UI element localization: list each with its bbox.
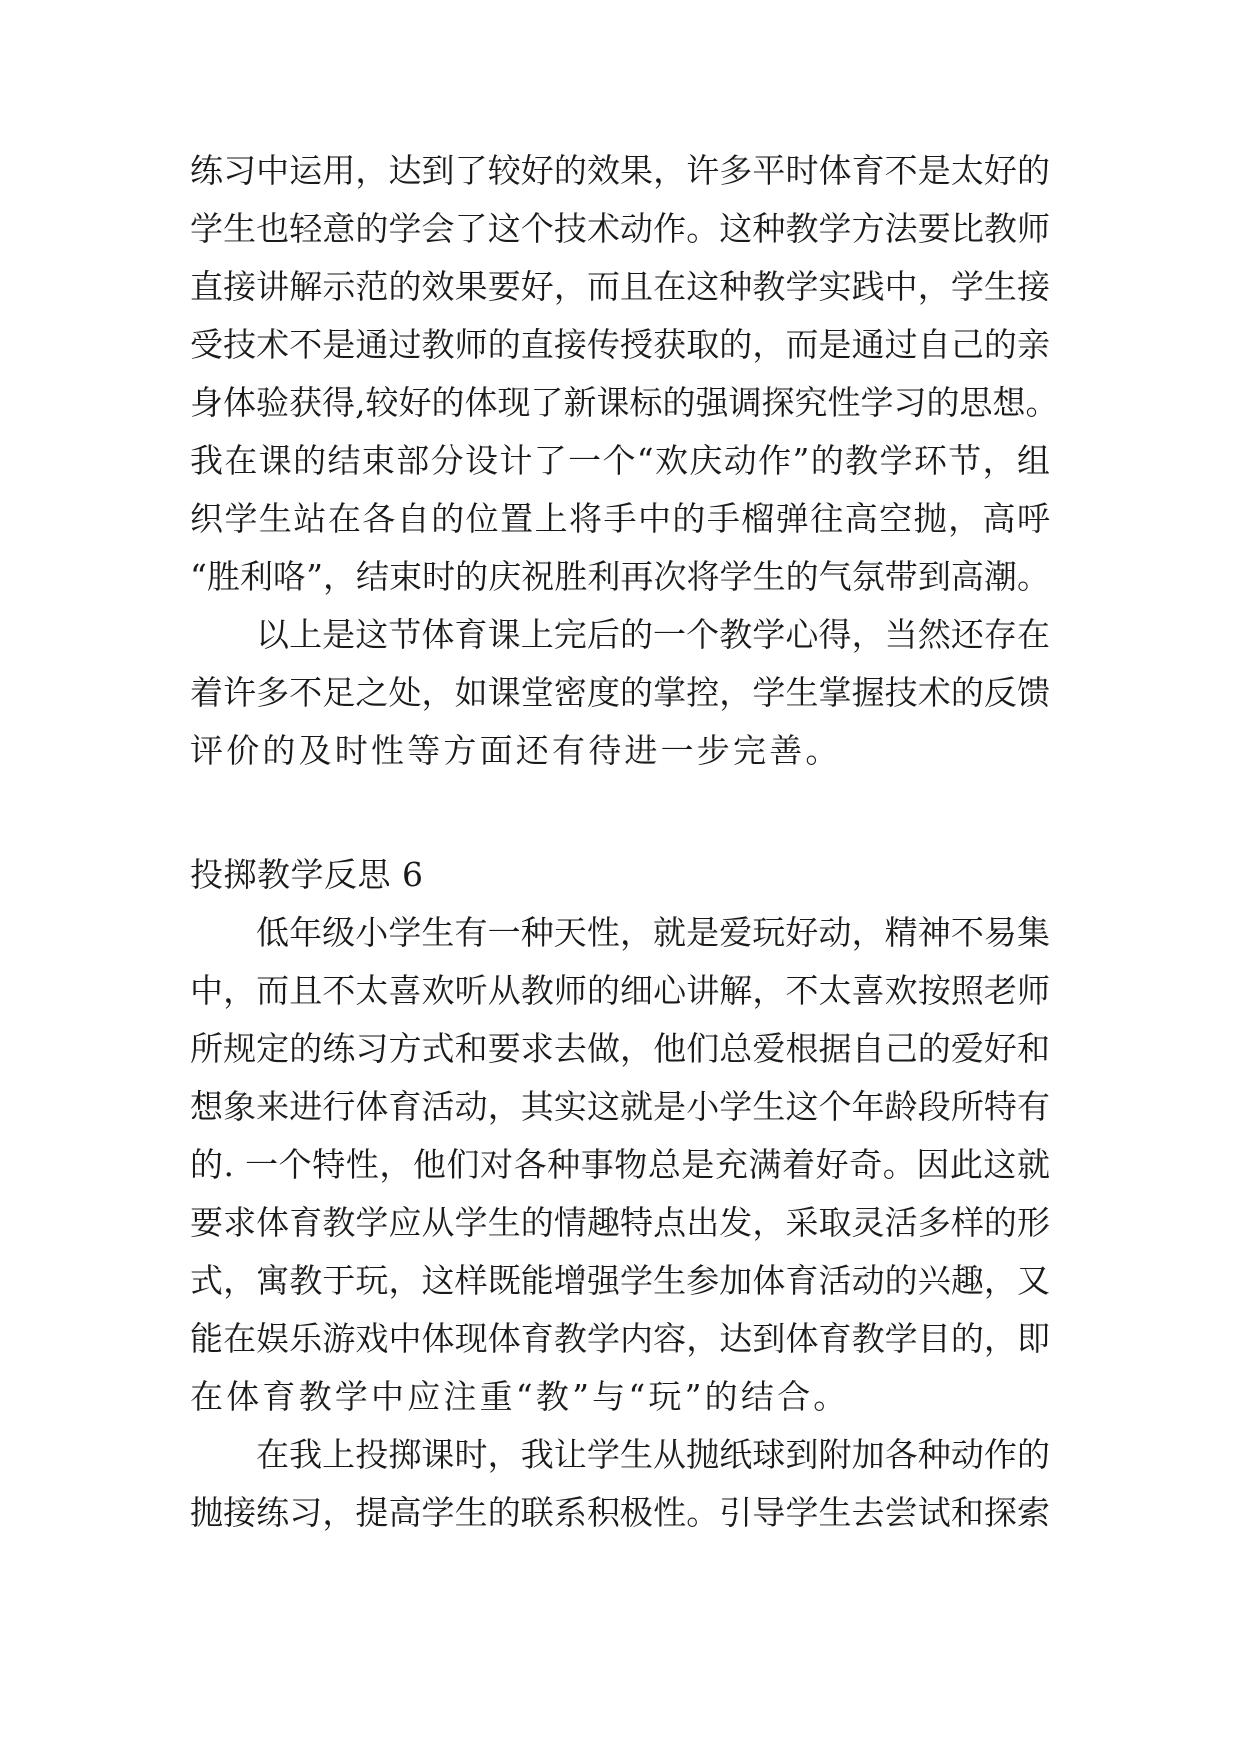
paragraph-line: 抛接练习，提高学生的联系积极性。引导学生去尝试和探索 [190, 1493, 1050, 1532]
paragraph-line: 我在课的结束部分设计了一个“欢庆动作”的教学环节，组 [190, 441, 1050, 480]
paragraph-line: 在我上投掷课时，我让学生从抛纸球到附加各种动作的 [256, 1435, 1050, 1474]
paragraph-line: 织学生站在各自的位置上将手中的手榴弹往高空抛，高呼 [190, 499, 1050, 538]
paragraph-line: 身体验获得,较好的体现了新课标的强调探究性学习的思想。 [190, 383, 1059, 422]
paragraph-line: 以上是这节体育课上完后的一个教学心得，当然还存在 [256, 615, 1050, 654]
paragraph-line: 练习中运用，达到了较好的效果，许多平时体育不是太好的 [190, 151, 1050, 190]
paragraph-line: 评价的及时性等方面还有待进一步完善。 [190, 731, 842, 770]
paragraph-line: 直接讲解示范的效果要好，而且在这种教学实践中，学生接 [190, 267, 1050, 306]
paragraph-line: 着许多不足之处，如课堂密度的掌控，学生掌握技术的反馈 [190, 673, 1050, 712]
paragraph-line: 中，而且不太喜欢听从教师的细心讲解，不太喜欢按照老师 [190, 971, 1050, 1010]
paragraph-line: 的. 一个特性，他们对各种事物总是充满着好奇。因此这就 [190, 1145, 1050, 1184]
paragraph-line: 学生也轻意的学会了这个技术动作。这种教学方法要比教师 [190, 209, 1050, 248]
paragraph-line: 在体育教学中应注重“教”与“玩”的结合。 [190, 1377, 850, 1416]
paragraph-line: “胜利咯”，结束时的庆祝胜利再次将学生的气氛带到高潮。 [190, 557, 1050, 596]
paragraph-line: 想象来进行体育活动，其实这就是小学生这个年龄段所特有 [190, 1087, 1050, 1126]
section-heading: 投掷教学反思 6 [190, 855, 424, 894]
paragraph-line: 式，寓教于玩，这样既能增强学生参加体育活动的兴趣，又 [190, 1261, 1050, 1300]
paragraph-line: 低年级小学生有一种天性，就是爱玩好动，精神不易集 [256, 913, 1050, 952]
paragraph-line: 所规定的练习方式和要求去做，他们总爱根据自己的爱好和 [190, 1029, 1050, 1068]
paragraph-line: 能在娱乐游戏中体现体育教学内容，达到体育教学目的，即 [190, 1319, 1050, 1358]
paragraph-line: 要求体育教学应从学生的情趣特点出发，采取灵活多样的形 [190, 1203, 1050, 1242]
paragraph-line: 受技术不是通过教师的直接传授获取的，而是通过自己的亲 [190, 325, 1050, 364]
